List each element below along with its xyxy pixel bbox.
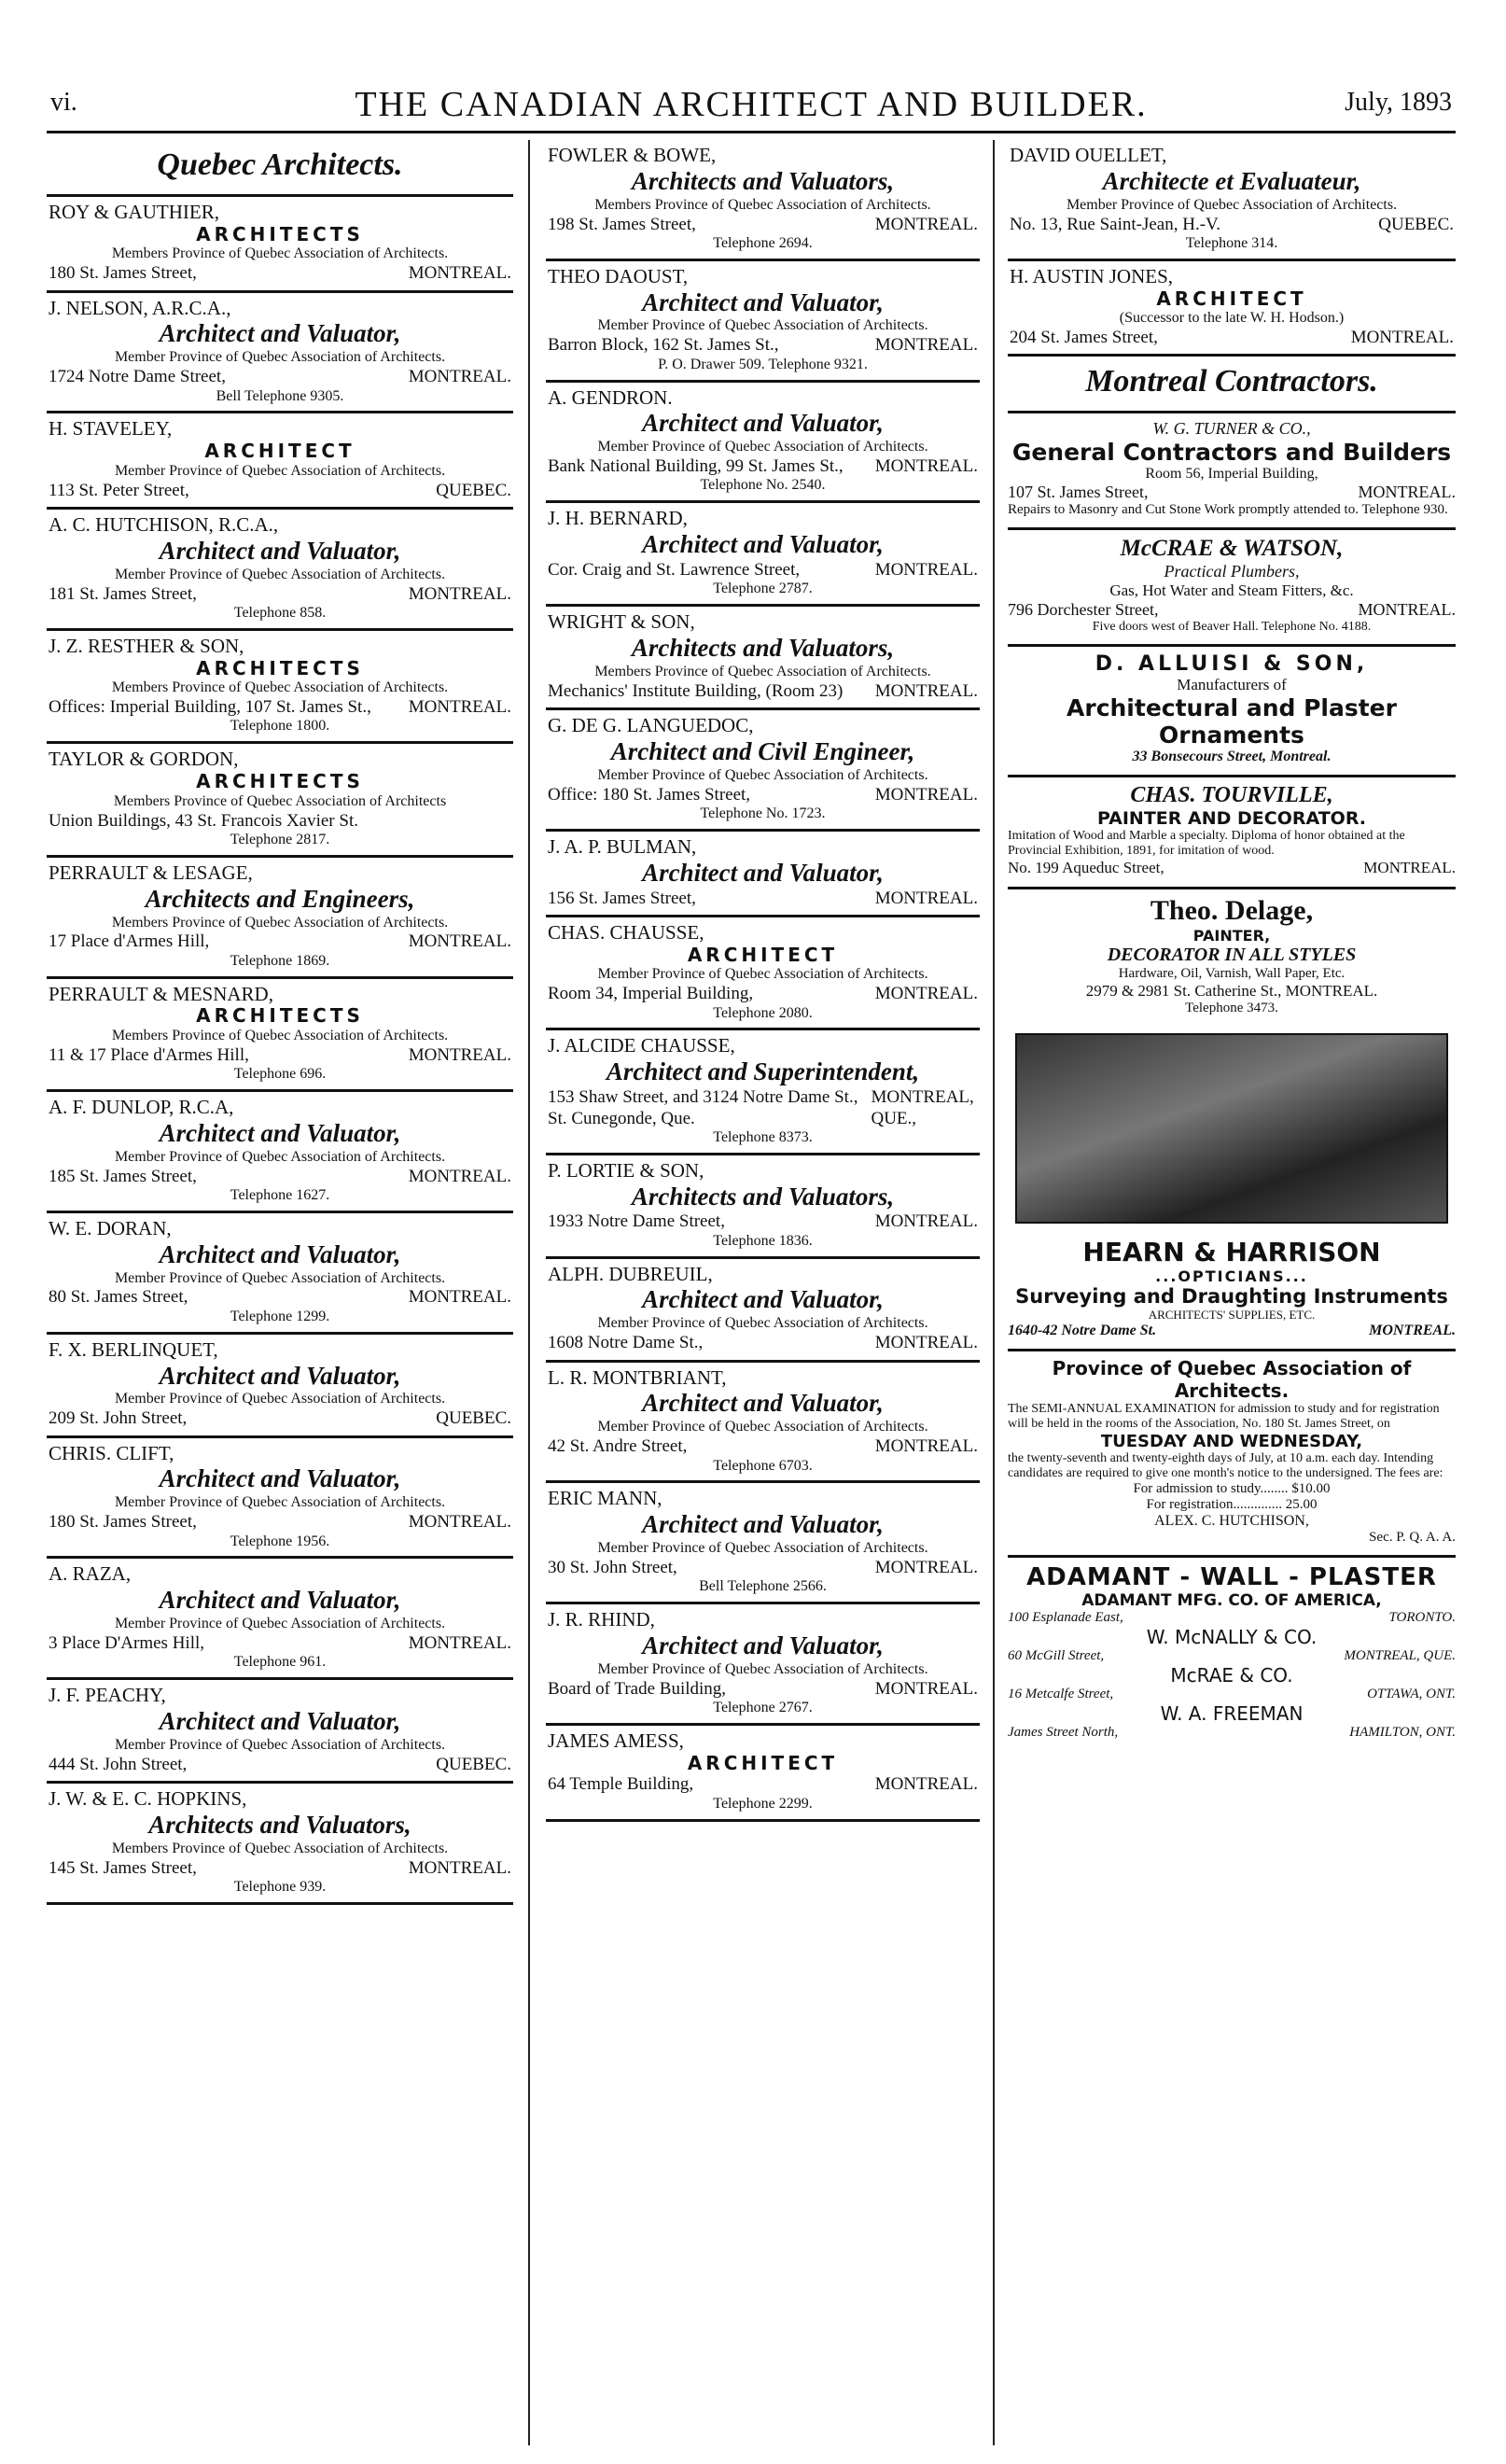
firm-address: Office: 180 St. James Street,	[548, 784, 751, 805]
firm-membership: Members Province of Quebec Association of Architects.	[111, 245, 449, 262]
firm-city: MONTREAL.	[874, 888, 978, 908]
journal-title: THE CANADIAN ARCHITECT AND BUILDER.	[355, 85, 1148, 124]
firm-address: 64 Temple Building,	[548, 1774, 694, 1795]
ad-line: ARCHITECTS' SUPPLIES, ETC.	[1148, 1308, 1316, 1323]
firm-name: J. A. P. BULMAN,	[548, 834, 697, 858]
firm-phone: Telephone 1956.	[230, 1533, 330, 1549]
column-3	[1008, 140, 1456, 1750]
firm-membership: Member Province of Quebec Association of Architects.	[114, 1391, 446, 1407]
firm-city: MONTREAL.	[408, 1512, 511, 1533]
firm-city: MONTREAL.	[874, 1557, 978, 1577]
directory-card	[546, 917, 980, 1031]
firm-membership: Member Province of Quebec Association of Architects.	[597, 966, 928, 983]
directory-card	[546, 1363, 980, 1484]
firm-address: 42 St. Andre Street,	[548, 1436, 688, 1457]
ad-sub: ...OPTICIANS...	[1155, 1267, 1308, 1286]
firm-address: Room 34, Imperial Building,	[548, 984, 754, 1004]
firm-address: 156 St. James Street,	[548, 888, 696, 908]
firm-title: Architect and Valuator,	[159, 536, 401, 565]
directory-card	[47, 1335, 513, 1438]
firm-membership: Member Province of Quebec Association of Architects.	[597, 766, 928, 783]
firm-name: J. ALCIDE CHAUSSE,	[548, 1034, 735, 1057]
ad-address: 796 Dorchester Street,	[1008, 600, 1159, 620]
firm-membership: Members Province of Quebec Association of Architects.	[111, 1028, 449, 1044]
firm-membership: Members Province of Quebec Association of Architects.	[594, 663, 931, 679]
firm-address: Offices: Imperial Building, 107 St. James St.,	[49, 697, 371, 718]
firm-address: 11 & 17 Place d'Armes Hill,	[49, 1044, 249, 1065]
ad-city: MONTREAL.	[1285, 982, 1378, 1001]
ad-name: McCRAE & WATSON,	[1120, 536, 1344, 562]
firm-city: MONTREAL.	[874, 784, 978, 805]
directory-card	[47, 197, 513, 293]
firm-city: MONTREAL.	[408, 931, 511, 952]
firm-title: Architects and Valuators,	[148, 1810, 411, 1839]
firm-title: Architect and Valuator,	[642, 530, 884, 559]
firm-name: A. F. DUNLOP, R.C.A,	[49, 1096, 234, 1119]
section-title: Montreal Contractors.	[1008, 357, 1456, 413]
firm-city: MONTREAL.	[408, 1857, 511, 1878]
directory-card	[47, 1213, 513, 1335]
firm-phone: Telephone 1627.	[230, 1187, 330, 1204]
ad-line: Hardware, Oil, Varnish, Wall Paper, Etc.	[1118, 966, 1346, 982]
firm-city: QUEBEC.	[436, 1754, 511, 1774]
ad-city: HAMILTON, ONT.	[1349, 1725, 1456, 1741]
firm-address: Barron Block, 162 St. James St.,	[548, 335, 779, 356]
firm-membership: Members Province of Quebec Association of Architects.	[111, 1840, 449, 1856]
column-rule	[528, 140, 530, 2445]
firm-title: Architects and Valuators,	[631, 634, 895, 663]
directory-card	[546, 1604, 980, 1726]
directory-card	[47, 413, 513, 510]
firm-title: ARCHITECTS	[196, 770, 364, 793]
ad-line: 33 Bonsecours Street, Montreal.	[1132, 749, 1332, 765]
firm-title: Architect and Valuator,	[642, 1389, 884, 1418]
ad-delage	[1008, 889, 1456, 1026]
column-1	[47, 140, 513, 1905]
firm-title: ARCHITECT	[687, 943, 839, 966]
firm-address: 1724 Notre Dame Street,	[49, 367, 226, 387]
ad-fee: For admission to study........ $10.00	[1133, 1481, 1331, 1497]
ad-tourville	[1008, 777, 1456, 889]
firm-city: MONTREAL.	[874, 1436, 978, 1457]
ad-title: Architectural and Plaster Ornaments	[1067, 694, 1397, 749]
firm-title: Architects and Engineers,	[145, 884, 415, 913]
ad-days: TUESDAY AND WEDNESDAY,	[1100, 1432, 1363, 1452]
firm-city: MONTREAL.	[874, 559, 978, 580]
firm-phone: Telephone 696.	[233, 1066, 327, 1083]
directory-card	[47, 1438, 513, 1560]
ad-city: OTTAWA, ONT.	[1367, 1687, 1456, 1702]
ad-title: DECORATOR IN ALL STYLES	[1107, 945, 1357, 966]
firm-name: J. R. RHIND,	[548, 1608, 655, 1631]
issue-date: July, 1893	[1345, 88, 1452, 117]
firm-title: Architects and Valuators,	[631, 1182, 895, 1211]
ad-title: General Contractors and Builders	[1011, 439, 1452, 467]
firm-phone: Telephone No. 2540.	[700, 477, 826, 494]
firm-address: 1608 Notre Dame St.,	[548, 1333, 704, 1353]
firm-membership: Member Province of Quebec Association of Architects.	[597, 317, 928, 334]
firm-address: Bank National Building, 99 St. James St.,	[548, 456, 844, 477]
firm-phone: Telephone 939.	[233, 1879, 327, 1896]
firm-phone: Telephone 858.	[233, 604, 327, 621]
directory-card	[546, 710, 980, 832]
firm-membership: Member Province of Quebec Association of Architects.	[114, 1148, 446, 1165]
firm-phone: Telephone 1869.	[230, 952, 330, 969]
firm-membership: (Successor to the late W. H. Hodson.)	[1119, 310, 1345, 327]
ad-address: 1640-42 Notre Dame St.	[1008, 1323, 1157, 1339]
firm-city: MONTREAL.	[874, 214, 978, 234]
firm-membership: Member Province of Quebec Association of Architects.	[1066, 196, 1398, 213]
firm-title: Architect and Valuator,	[642, 1510, 884, 1539]
ad-signature: ALEX. C. HUTCHISON,	[1154, 1513, 1309, 1530]
firm-address: 1933 Notre Dame Street,	[548, 1211, 725, 1232]
firm-address: 209 St. John Street,	[49, 1408, 188, 1429]
ad-mccrae	[1008, 530, 1456, 647]
ad-name: HEARN & HARRISON	[1082, 1237, 1381, 1268]
firm-name: F. X. BERLINQUET,	[49, 1337, 218, 1361]
ad-address: No. 199 Aqueduc Street,	[1008, 859, 1164, 877]
directory-card	[546, 383, 980, 504]
ad-pqaa	[1008, 1351, 1456, 1558]
firm-name: H. AUSTIN JONES,	[1010, 264, 1174, 287]
firm-phone: Bell Telephone 9305.	[216, 387, 344, 404]
directory-card	[546, 1030, 980, 1155]
directory-card	[546, 832, 980, 917]
firm-name: H. STAVELEY,	[49, 417, 173, 441]
firm-membership: Member Province of Quebec Association of Architects.	[597, 1419, 928, 1435]
firm-name: ERIC MANN,	[548, 1487, 662, 1510]
firm-phone: Telephone 314.	[1185, 234, 1278, 251]
firm-address: 80 St. James Street,	[49, 1287, 188, 1308]
firm-phone: Telephone 8373.	[713, 1128, 813, 1145]
firm-city: MONTREAL.	[874, 456, 978, 477]
firm-address: 185 St. James Street,	[49, 1166, 197, 1186]
firm-title: Architect and Valuator,	[642, 1631, 884, 1659]
ad-name: Theo. Delage,	[1150, 895, 1314, 927]
firm-title: Architect and Valuator,	[159, 1118, 401, 1147]
ad-name: McRAE & CO.	[1170, 1664, 1293, 1687]
firm-title: ARCHITECTS	[196, 222, 364, 245]
directory-card	[47, 979, 513, 1093]
firm-title: Architects and Valuators,	[631, 166, 895, 195]
firm-name: CHAS. CHAUSSE,	[548, 920, 704, 944]
firm-title: Architect and Civil Engineer,	[610, 736, 915, 765]
ad-address: 107 St. James Street,	[1008, 483, 1149, 502]
firm-name: THEO DAOUST,	[548, 264, 689, 287]
firm-phone: P. O. Drawer 509. Telephone 9321.	[658, 356, 868, 372]
ad-city: TORONTO.	[1388, 1610, 1456, 1626]
firm-phone: Telephone 1800.	[230, 718, 330, 735]
firm-city: MONTREAL.	[1350, 328, 1454, 348]
firm-phone: Telephone 2080.	[713, 1004, 813, 1021]
firm-phone: Telephone 1299.	[230, 1308, 330, 1324]
directory-card	[546, 607, 980, 710]
directory-card	[546, 1726, 980, 1822]
firm-title: ARCHITECTS	[196, 1004, 364, 1028]
ad-name: W. McNALLY & CO.	[1146, 1626, 1318, 1649]
firm-title: ARCHITECTS	[196, 656, 364, 679]
ad-address: 16 Metcalfe Street,	[1008, 1687, 1114, 1702]
ad-name: ADAMANT MFG. CO. OF AMERICA,	[1081, 1591, 1382, 1611]
firm-phone: Telephone 1836.	[713, 1232, 813, 1249]
ad-city: MONTREAL.	[1358, 600, 1456, 620]
firm-city: MONTREAL.	[408, 367, 511, 387]
directory-card	[546, 1483, 980, 1604]
firm-title: Architect and Valuator,	[642, 1285, 884, 1314]
firm-title: Architect and Valuator,	[642, 287, 884, 316]
firm-address: 145 St. James Street,	[49, 1857, 197, 1878]
ad-city: MONTREAL.	[1363, 859, 1456, 877]
firm-membership: Member Province of Quebec Association of Architects.	[114, 1616, 446, 1632]
firm-city: MONTREAL.	[408, 263, 511, 284]
firm-address: Cor. Craig and St. Lawrence Street,	[548, 559, 801, 580]
ad-name: W. A. FREEMAN	[1160, 1702, 1304, 1726]
firm-name: J. W. & E. C. HOPKINS,	[49, 1787, 247, 1811]
ad-line: Imitation of Wood and Marble a specialty. Diploma of honor obtained at the Provincial Exhibition, 1891, for imitation of wood.	[1008, 829, 1405, 859]
ad-city: MONTREAL.	[1369, 1323, 1456, 1339]
firm-title: Architect and Valuator,	[159, 1239, 401, 1268]
firm-membership: Member Province of Quebec Association of Architects.	[114, 1494, 446, 1511]
firm-membership: Member Province of Quebec Association of Architects.	[114, 462, 446, 479]
firm-title: Architect and Valuator,	[642, 858, 884, 887]
ad-address: 100 Esplanade East,	[1008, 1610, 1123, 1626]
firm-title: Architect and Valuator,	[159, 1586, 401, 1615]
firm-phone: Telephone 6703.	[713, 1457, 813, 1474]
directory-card	[546, 261, 980, 383]
firm-name: ALPH. DUBREUIL,	[548, 1262, 713, 1285]
directory-card	[47, 1680, 513, 1784]
firm-title: ARCHITECT	[1156, 287, 1307, 310]
ad-phone: Telephone 3473.	[1185, 1001, 1278, 1016]
firm-city: MONTREAL.	[408, 697, 511, 718]
firm-city: MONTREAL.	[408, 1166, 511, 1186]
directory-card	[47, 1559, 513, 1680]
directory-card	[47, 858, 513, 979]
firm-membership: Member Province of Quebec Association of Architects.	[597, 1660, 928, 1677]
ad-name: CHAS. TOURVILLE,	[1130, 783, 1333, 808]
firm-address: 153 Shaw Street, and 3124 Notre Dame St., St. Cunegonde, Que.	[548, 1087, 858, 1128]
firm-membership: Member Province of Quebec Association of Architects.	[114, 566, 446, 582]
ad-line: Gas, Hot Water and Steam Fitters, &c.	[1109, 581, 1354, 600]
ad-sub: PAINTER,	[1192, 927, 1271, 945]
directory-card	[47, 1784, 513, 1905]
directory-card	[47, 510, 513, 631]
firm-name: FOWLER & BOWE,	[548, 144, 717, 166]
firm-city: MONTREAL.	[874, 1211, 978, 1232]
firm-name: TAYLOR & GORDON,	[49, 748, 239, 771]
firm-phone: Telephone 2694.	[713, 234, 813, 251]
directory-card	[546, 1155, 980, 1259]
firm-city: MONTREAL.	[408, 1632, 511, 1653]
directory-card	[1008, 140, 1456, 261]
firm-address: 30 St. John Street,	[548, 1557, 677, 1577]
directory-card	[546, 1259, 980, 1363]
ad-title: Province of Quebec Association of Architects.	[1052, 1357, 1412, 1403]
firm-city: MONTREAL.	[408, 583, 511, 604]
directory-card	[47, 631, 513, 745]
firm-address: 180 St. James Street,	[49, 1512, 197, 1533]
column-rule	[993, 140, 995, 2445]
firm-name: J. Z. RESTHER & SON,	[49, 634, 244, 657]
firm-membership: Member Province of Quebec Association of Architects.	[597, 439, 928, 455]
ad-name: D. ALLUISI & SON,	[1095, 652, 1369, 677]
column-2	[546, 140, 980, 1822]
ad-logo: ADAMANT - WALL - PLASTER	[1026, 1563, 1437, 1592]
ad-name: W. G. TURNER & CO.,	[1152, 419, 1311, 439]
firm-address: Mechanics' Institute Building, (Room 23)	[548, 680, 844, 701]
firm-name: WRIGHT & SON,	[548, 610, 695, 634]
ad-line: Room 56, Imperial Building,	[1145, 466, 1318, 483]
firm-city: MONTREAL.	[874, 335, 978, 356]
firm-title: Architect and Valuator,	[159, 1706, 401, 1735]
firm-city: MONTREAL.	[874, 680, 978, 701]
directory-card	[47, 293, 513, 414]
firm-name: J. H. BERNARD,	[548, 507, 688, 530]
ad-signature: Sec. P. Q. A. A.	[1369, 1530, 1456, 1546]
page-number: vi.	[50, 88, 77, 117]
firm-address: 113 St. Peter Street,	[49, 480, 189, 500]
directory-card	[546, 503, 980, 607]
firm-name: L. R. MONTBRIANT,	[548, 1365, 727, 1389]
firm-name: CHRIS. CLIFT,	[49, 1441, 174, 1464]
ad-hearn	[1008, 1231, 1456, 1351]
firm-name: ROY & GAUTHIER,	[49, 201, 219, 223]
firm-address: 17 Place d'Armes Hill,	[49, 931, 210, 952]
firm-city: MONTREAL.	[408, 1287, 511, 1308]
firm-city: QUEBEC.	[436, 1408, 511, 1429]
firm-membership: Members Province of Quebec Association of Architects.	[594, 196, 931, 213]
firm-title: Architect and Superintendent,	[606, 1057, 920, 1086]
ad-alluisi	[1008, 647, 1456, 777]
firm-city: MONTREAL.	[874, 1678, 978, 1699]
directory-card	[1008, 261, 1456, 357]
firm-address: Board of Trade Building,	[548, 1678, 727, 1699]
firm-title: Architect and Valuator,	[159, 1361, 401, 1390]
firm-name: W. E. DORAN,	[49, 1216, 172, 1239]
firm-address: No. 13, Rue Saint-Jean, H.-V.	[1010, 214, 1221, 234]
ad-address: 2979 & 2981 St. Catherine St.,	[1085, 982, 1282, 1001]
firm-phone: Telephone 2299.	[713, 1795, 813, 1812]
firm-title: Architecte et Evaluateur,	[1102, 166, 1361, 195]
firm-name: A. RAZA,	[49, 1562, 132, 1586]
ad-body: the twenty-seventh and twenty-eighth days of July, at 10 a.m. each day. Intending candidates are required to give one month's notice to the undersigned. The fees are:	[1008, 1451, 1443, 1481]
ad-line: Five doors west of Beaver Hall. Telephone No. 4188.	[1092, 620, 1372, 635]
firm-membership: Member Province of Quebec Association of Architects.	[114, 1269, 446, 1286]
page-header	[47, 82, 1456, 133]
ad-address: 60 McGill Street,	[1008, 1648, 1105, 1664]
firm-membership: Members Province of Quebec Association of Architects.	[111, 679, 449, 696]
ad-sub: Practical Plumbers,	[1164, 562, 1300, 581]
firm-membership: Member Province of Quebec Association of Architects.	[114, 349, 446, 366]
firm-city: MONTREAL.	[874, 984, 978, 1004]
firm-city: QUEBEC.	[436, 480, 511, 500]
ad-city: MONTREAL.	[1358, 483, 1456, 502]
firm-city: QUEBEC.	[1378, 214, 1454, 234]
firm-address: 3 Place D'Armes Hill,	[49, 1632, 205, 1653]
ad-address: James Street North,	[1008, 1725, 1119, 1741]
ad-city: MONTREAL, QUE.	[1344, 1648, 1456, 1664]
firm-name: A. C. HUTCHISON, R.C.A.,	[49, 513, 279, 537]
firm-address: 444 St. John Street,	[49, 1754, 188, 1774]
firm-name: A. GENDRON.	[548, 385, 673, 409]
firm-city: MONTREAL.	[408, 1044, 511, 1065]
firm-address: 181 St. James Street,	[49, 583, 197, 604]
firm-membership: Members Province of Quebec Association of Architects.	[111, 914, 449, 931]
firm-phone: Telephone 961.	[233, 1654, 327, 1671]
ad-body: The SEMI-ANNUAL EXAMINATION for admission to study and for registration will be held in the rooms of the Association, No. 180 St. James Street, on	[1008, 1402, 1440, 1432]
ad-title: Surveying and Draughting Instruments	[1015, 1285, 1448, 1309]
firm-title: Architect and Valuator,	[642, 409, 884, 438]
firm-membership: Member Province of Quebec Association of Architects.	[114, 1736, 446, 1753]
firm-address: 204 St. James Street,	[1010, 328, 1158, 348]
section-title: Quebec Architects.	[47, 140, 513, 197]
firm-phone: Telephone 2817.	[230, 832, 330, 847]
firm-name: J. F. PEACHY,	[49, 1684, 166, 1707]
firm-name: P. LORTIE & SON,	[548, 1158, 704, 1182]
firm-city: MONTREAL, QUE.,	[871, 1087, 974, 1128]
firm-title: ARCHITECT	[687, 1751, 839, 1774]
ad-turner	[1008, 413, 1456, 530]
directory-card	[47, 744, 513, 858]
firm-phone: Telephone 2787.	[713, 581, 813, 597]
ad-fee: For registration.............. 25.00	[1146, 1497, 1318, 1513]
firm-address: 180 St. James Street,	[49, 263, 197, 284]
firm-name: PERRAULT & LESAGE,	[49, 861, 253, 884]
firm-name: DAVID OUELLET,	[1010, 144, 1167, 166]
firm-name: JAMES AMESS,	[548, 1729, 684, 1752]
ad-line: Manufacturers of	[1177, 676, 1287, 694]
ad-adamant	[1008, 1558, 1456, 1750]
firm-title: Architect and Valuator,	[159, 319, 401, 348]
ad-sub: PAINTER AND DECORATOR.	[1096, 808, 1367, 830]
firm-phone: Telephone 2767.	[713, 1700, 813, 1716]
firm-name: G. DE G. LANGUEDOC,	[548, 714, 754, 737]
directory-card	[546, 140, 980, 261]
directory-card	[47, 1092, 513, 1213]
firm-phone: Telephone No. 1723.	[700, 805, 826, 822]
instrument-case-image	[1015, 1033, 1448, 1224]
firm-name: J. NELSON, A.R.C.A.,	[49, 296, 231, 319]
firm-membership: Member Province of Quebec Association of Architects.	[597, 1540, 928, 1557]
firm-title: ARCHITECT	[204, 440, 356, 463]
firm-membership: Members Province of Quebec Association of Architects	[113, 792, 447, 809]
firm-address: Union Buildings, 43 St. Francois Xavier St.	[49, 810, 358, 831]
firm-membership: Member Province of Quebec Association of Architects.	[597, 1315, 928, 1332]
firm-city: MONTREAL.	[874, 1774, 978, 1795]
firm-address: 198 St. James Street,	[548, 214, 696, 234]
firm-city: MONTREAL.	[874, 1333, 978, 1353]
firm-phone: Bell Telephone 2566.	[699, 1578, 827, 1595]
firm-title: Architect and Valuator,	[159, 1464, 401, 1493]
ad-line: Repairs to Masonry and Cut Stone Work promptly attended to. Telephone 930.	[1008, 502, 1448, 518]
firm-name: PERRAULT & MESNARD,	[49, 982, 273, 1005]
